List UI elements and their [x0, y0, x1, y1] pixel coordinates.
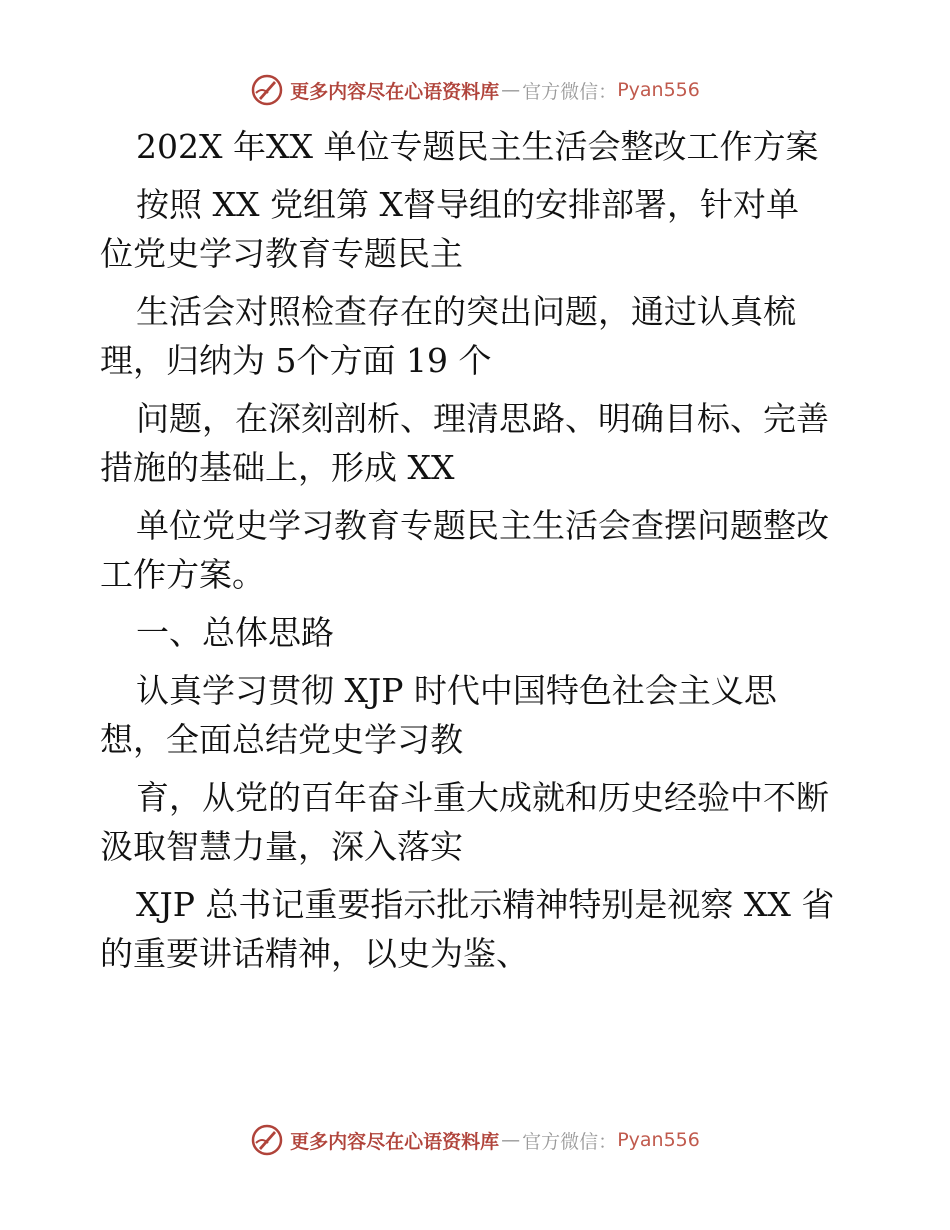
watermark-banner-top — [0, 70, 950, 110]
watermark-id: Pyan556 — [617, 1129, 700, 1151]
paragraph-line: 理，归纳为 5个方面 19 个 — [100, 341, 492, 380]
paragraph-line: 认真学习贯彻 XJP 时代中国特色社会主义思 — [136, 671, 777, 710]
quill-pen-logo-icon — [250, 73, 284, 107]
paragraph-line: 位党史学习教育专题民主 — [100, 234, 463, 273]
paragraph-line: 单位党史学习教育专题民主生活会查摆问题整改 — [136, 506, 829, 545]
watermark-separator: — — [501, 79, 521, 101]
watermark-separator: — — [501, 1129, 521, 1151]
watermark-label: 官方微信： — [522, 80, 618, 103]
watermark-label: 官方微信： — [522, 1130, 618, 1153]
watermark-brand: 更多内容尽在心语资料库 — [290, 1130, 500, 1153]
watermark-brand: 更多内容尽在心语资料库 — [290, 80, 500, 103]
paragraph-line: 措施的基础上，形成 XX — [100, 448, 455, 487]
paragraph-line: XJP 总书记重要指示批示精神特别是视察 XX 省 — [136, 885, 835, 924]
paragraph-line: 的重要讲话精神，以史为鉴、 — [100, 934, 529, 973]
document-body — [100, 122, 860, 978]
paragraph-line: 生活会对照检查存在的突出问题，通过认真梳 — [136, 292, 796, 331]
quill-pen-logo-icon — [250, 1123, 284, 1157]
watermark-banner-bottom — [0, 1120, 950, 1160]
paragraph-line: 工作方案。 — [100, 555, 265, 594]
paragraph-line: 按照 XX 党组第 X督导组的安排部署，针对单 — [136, 185, 799, 224]
paragraph-line: 汲取智慧力量，深入落实 — [100, 827, 463, 866]
paragraph-line: 育，从党的百年奋斗重大成就和历史经验中不断 — [136, 778, 829, 817]
document-title: 202X 年XX 单位专题民主生活会整改工作方案 — [136, 127, 819, 166]
paragraph-line: 想，全面总结党史学习教 — [100, 720, 463, 759]
watermark-id: Pyan556 — [617, 79, 700, 101]
section-heading: 一、总体思路 — [136, 613, 334, 652]
paragraph-line: 问题，在深刻剖析、理清思路、明确目标、完善 — [136, 399, 829, 438]
